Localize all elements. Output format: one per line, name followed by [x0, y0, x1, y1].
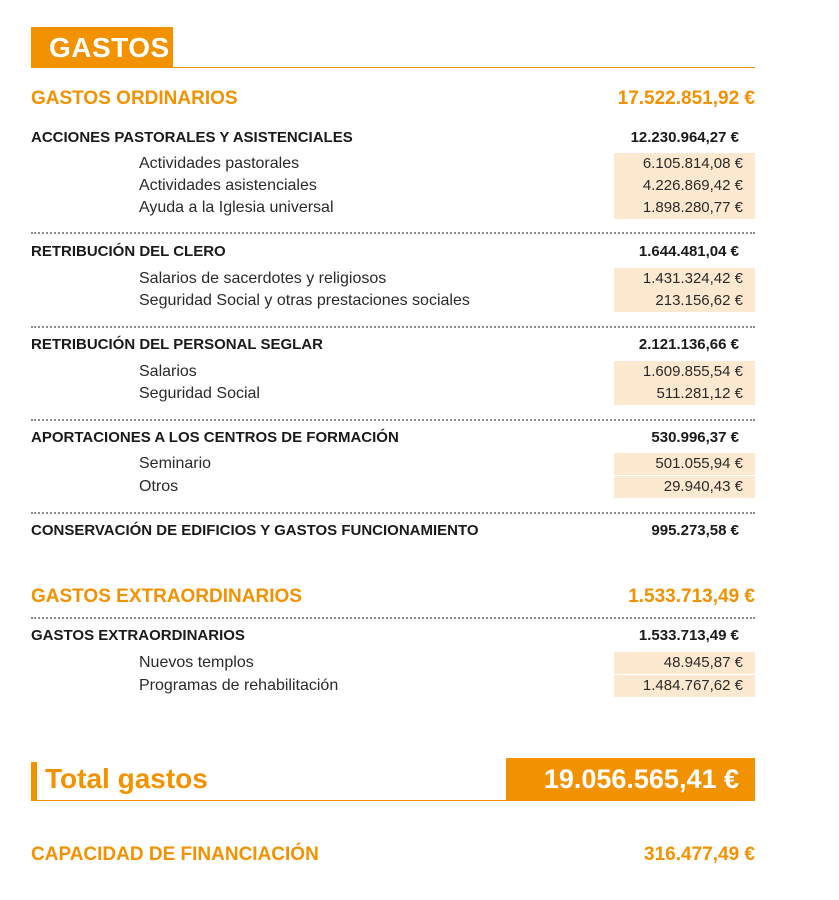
- category-label: RETRIBUCIÓN DEL PERSONAL SEGLAR: [31, 336, 323, 353]
- item-amount: 1.431.324,42 €: [614, 268, 755, 290]
- section-label: GASTOS ORDINARIOS: [31, 88, 238, 109]
- line-item: [31, 453, 755, 475]
- item-amount: 1.484.767,62 €: [614, 675, 755, 697]
- total-accent-bar: [31, 762, 37, 800]
- item-amount: 1.898.280,77 €: [614, 197, 755, 219]
- line-item: [31, 290, 755, 312]
- category-amount: 1.644.481,04 €: [638, 243, 739, 260]
- line-item: [31, 652, 755, 674]
- category-amount: 530.996,37 €: [651, 429, 739, 446]
- category-row: [31, 242, 755, 262]
- item-label: Salarios de sacerdotes y religiosos: [139, 270, 387, 287]
- item-label: Actividades pastorales: [139, 155, 300, 172]
- category-row: [31, 626, 755, 646]
- item-amount: 1.609.855,54 €: [614, 361, 755, 383]
- item-label: Otros: [139, 478, 179, 495]
- section-label: GASTOS EXTRAORDINARIOS: [31, 586, 302, 607]
- ordinary-expenses-heading: [31, 87, 755, 111]
- dotted-divider: [31, 232, 755, 234]
- category-label: ACCIONES PASTORALES Y ASISTENCIALES: [31, 129, 353, 146]
- section-badge: GASTOS: [31, 27, 173, 68]
- line-item: [31, 268, 755, 290]
- header-rule: [31, 67, 755, 68]
- line-item: [31, 361, 755, 383]
- item-label: Seguridad Social: [139, 385, 260, 402]
- item-label: Seguridad Social y otras prestaciones sociales: [139, 292, 470, 309]
- item-amount: 501.055,94 €: [614, 453, 755, 475]
- total-rule: [31, 800, 755, 801]
- total-amount: 19.056.565,41 €: [506, 758, 755, 800]
- category-label: GASTOS EXTRAORDINARIOS: [31, 627, 245, 644]
- financing-capacity-row: [31, 843, 755, 867]
- item-label: Programas de rehabilitación: [139, 677, 339, 694]
- category-label: RETRIBUCIÓN DEL CLERO: [31, 243, 226, 260]
- capacity-amount: 316.477,49 €: [644, 844, 755, 865]
- item-amount: 511.281,12 €: [614, 383, 755, 405]
- total-label: Total gastos: [45, 763, 208, 794]
- category-amount: 2.121.136,66 €: [638, 336, 739, 353]
- category-amount: 12.230.964,27 €: [630, 129, 739, 146]
- dotted-divider: [31, 512, 755, 514]
- category-row: [31, 335, 755, 355]
- item-amount: 213.156,62 €: [614, 290, 755, 312]
- category-row: [31, 521, 755, 541]
- dotted-divider: [31, 617, 755, 619]
- line-item: [31, 197, 755, 219]
- line-item: [31, 383, 755, 405]
- line-item: [31, 153, 755, 175]
- dotted-divider: [31, 326, 755, 328]
- item-label: Nuevos templos: [139, 654, 254, 671]
- extraordinary-expenses-heading: [31, 585, 755, 609]
- category-amount: 1.533.713,49 €: [638, 627, 739, 644]
- category-label: APORTACIONES A LOS CENTROS DE FORMACIÓN: [31, 429, 399, 446]
- line-item: [31, 476, 755, 498]
- category-label: CONSERVACIÓN DE EDIFICIOS Y GASTOS FUNCIONAMIENTO: [31, 522, 479, 539]
- item-amount: 6.105.814,08 €: [614, 153, 755, 175]
- item-label: Actividades asistenciales: [139, 177, 317, 194]
- item-label: Ayuda a la Iglesia universal: [139, 199, 334, 216]
- item-label: Salarios: [139, 363, 197, 380]
- category-row: [31, 128, 755, 148]
- capacity-label: CAPACIDAD DE FINANCIACIÓN: [31, 844, 319, 865]
- item-amount: 4.226.869,42 €: [614, 175, 755, 197]
- section-amount: 17.522.851,92 €: [617, 88, 755, 109]
- item-amount: 29.940,43 €: [614, 476, 755, 498]
- category-amount: 995.273,58 €: [651, 522, 739, 539]
- section-amount: 1.533.713,49 €: [628, 586, 755, 607]
- line-item: [31, 675, 755, 697]
- category-row: [31, 428, 755, 448]
- line-item: [31, 175, 755, 197]
- dotted-divider: [31, 419, 755, 421]
- item-amount: 48.945,87 €: [614, 652, 755, 674]
- item-label: Seminario: [139, 455, 212, 472]
